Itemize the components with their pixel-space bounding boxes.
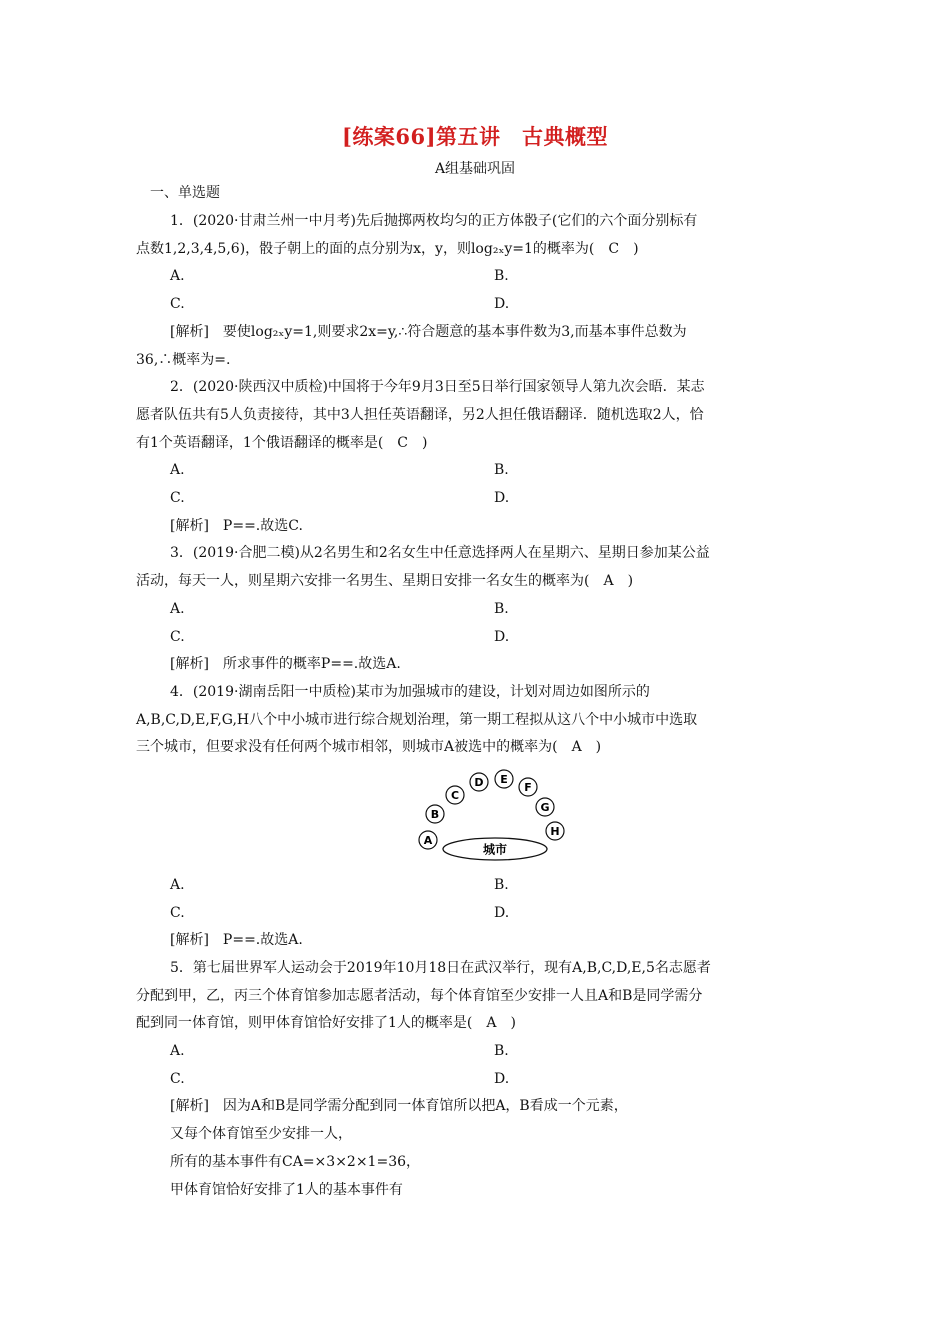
svg-text:G: G (540, 801, 550, 814)
svg-text:H: H (550, 825, 560, 838)
q1-option-b: B. (494, 268, 509, 284)
city-node-h (546, 822, 564, 840)
city-node-g (536, 798, 554, 816)
q2-line-2: 愿者队伍共有5人负责接待，其中3人担任英语翻译，另2人担任俄语翻译．随机选取2人，恰 (136, 407, 704, 423)
q1-option-a: A. (170, 268, 185, 284)
q4-option-c: C. (170, 905, 185, 921)
q1-analysis-1: [解析] 要使log₂ₓy=1,则要求2x=y,∴符合题意的基本事件数为3,而基本事件总数为 (170, 324, 687, 340)
q2-option-d: D. (494, 490, 510, 506)
q2-line-1: 2．(2020·陕西汉中质检)中国将于今年9月3日至5日举行国家领导人第九次会晤．某志 (170, 379, 705, 395)
q2-option-b: B. (494, 462, 509, 478)
q5-analysis-1: [解析] 因为A和B是同学需分配到同一体育馆所以把A，B看成一个元素， (170, 1098, 628, 1114)
city-node-b (426, 805, 444, 823)
city-node-a (419, 831, 437, 849)
city-node-f (519, 778, 537, 796)
q1-option-c: C. (170, 296, 185, 312)
svg-text:A: A (423, 834, 433, 847)
q5-option-b: B. (494, 1043, 509, 1059)
q5-analysis-4: 甲体育馆恰好安排了1人的基本事件有 (170, 1182, 403, 1198)
q3-line-1: 3．(2019·合肥二模)从2名男生和2名女生中任意选择两人在星期六、星期日参加某公益 (170, 545, 710, 561)
city-node-c (446, 786, 464, 804)
q1-line-2: 点数1,2,3,4,5,6)，骰子朝上的面的点分别为x，y，则log₂ₓy=1的概率为( C ) (136, 241, 639, 257)
section-heading: 一、单选题 (150, 185, 220, 201)
q4-option-a: A. (170, 877, 185, 893)
q5-option-a: A. (170, 1043, 185, 1059)
q1-analysis-2: 36,∴概率为=. (136, 352, 231, 368)
q3-option-d: D. (494, 629, 510, 645)
q3-line-2: 活动，每天一人，则星期六安排一名男生、星期日安排一名女生的概率为( A ) (136, 573, 634, 589)
q5-line-2: 分配到甲，乙，丙三个体育馆参加志愿者活动，每个体育馆至少安排一人且A和B是同学需分 (136, 988, 703, 1004)
page-title: [练案66]第五讲 古典概型 (341, 124, 609, 149)
city-diagram (415, 769, 575, 865)
svg-text:E: E (500, 773, 508, 786)
q3-analysis-1: [解析] 所求事件的概率P==.故选A. (170, 656, 401, 672)
q3-option-c: C. (170, 629, 185, 645)
q5-analysis-3: 所有的基本事件有CA=×3×2×1=36， (170, 1154, 421, 1170)
q5-option-c: C. (170, 1071, 185, 1087)
q4-line-2: A,B,C,D,E,F,G,H八个中小城市进行综合规划治理，第一期工程拟从这八个中小城市中选取 (136, 712, 698, 728)
q2-option-a: A. (170, 462, 185, 478)
q5-option-d: D. (494, 1071, 510, 1087)
q5-line-1: 5．第七届世界军人运动会于2019年10月18日在武汉举行，现有A,B,C,D,E,5名志愿者 (170, 960, 711, 976)
q4-analysis-1: [解析] P==.故选A. (170, 932, 303, 948)
svg-text:B: B (430, 808, 440, 821)
group-subtitle: A组基础巩固 (434, 161, 516, 177)
q5-analysis-2: 又每个体育馆至少安排一人， (170, 1126, 352, 1142)
q3-option-a: A. (170, 601, 185, 617)
q5-line-3: 配到同一体育馆，则甲体育馆恰好安排了1人的概率是( A ) (136, 1015, 516, 1031)
city-node-e (495, 770, 513, 788)
q4-option-b: B. (494, 877, 509, 893)
q4-line-1: 4．(2019·湖南岳阳一中质检)某市为加强城市的建设，计划对周边如图所示的 (170, 684, 650, 700)
q2-analysis-1: [解析] P==.故选C. (170, 518, 303, 534)
q1-line-1: 1．(2020·甘肃兰州一中月考)先后抛掷两枚均匀的正方体骰子(它们的六个面分别标有 (170, 213, 698, 229)
q4-option-d: D. (494, 905, 510, 921)
center-city-label: 城市 (482, 842, 508, 857)
q2-line-3: 有1个英语翻译，1个俄语翻译的概率是( C ) (136, 435, 428, 451)
q2-option-c: C. (170, 490, 185, 506)
svg-text:F: F (524, 781, 532, 794)
q3-option-b: B. (494, 601, 509, 617)
svg-text:C: C (450, 789, 460, 802)
q4-line-3: 三个城市，但要求没有任何两个城市相邻，则城市A被选中的概率为( A ) (136, 739, 602, 755)
city-node-d (470, 773, 488, 791)
svg-text:D: D (474, 776, 484, 789)
q1-option-d: D. (494, 296, 510, 312)
